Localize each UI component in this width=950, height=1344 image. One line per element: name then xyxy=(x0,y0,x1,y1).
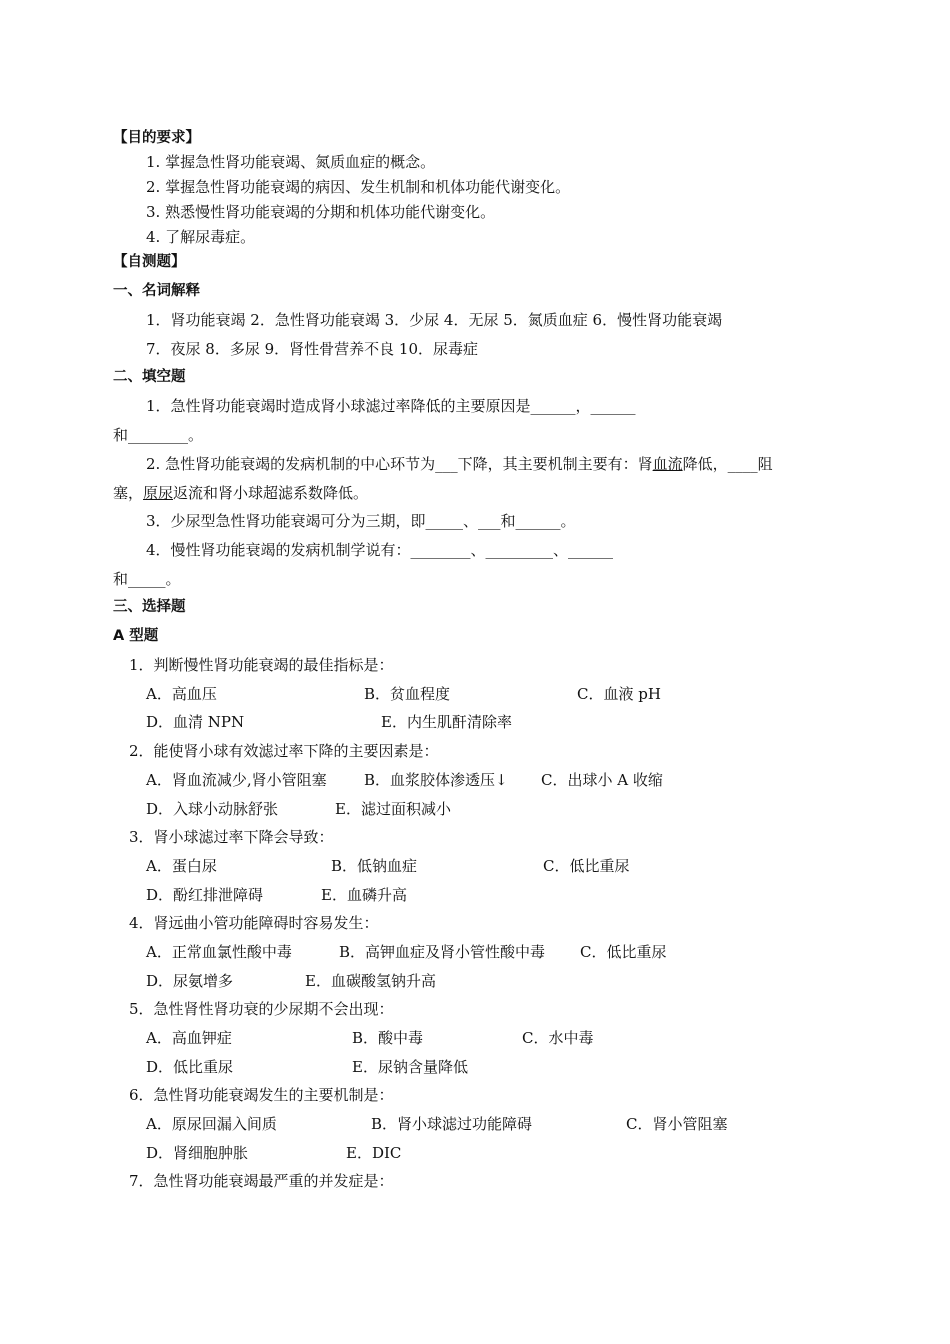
option-b: B．肾小球滤过功能障碍 xyxy=(371,1115,533,1133)
option-c: C．血液 pH xyxy=(577,685,661,703)
option-a: A．肾血流减少,肾小管阻塞 xyxy=(146,771,327,789)
option-c: C．低比重尿 xyxy=(543,857,630,875)
fill-question-cont: 塞，原尿返流和肾小球超滤系数降低。 xyxy=(113,484,369,502)
fill-question: 1．急性肾功能衰竭时造成肾小球滤过率降低的主要原因是______，______ xyxy=(146,397,636,415)
option-b: B．高钾血症及肾小管性酸中毒 xyxy=(339,943,546,961)
option-d: D．血清 NPN xyxy=(146,713,245,731)
question-stem: 4．肾远曲小管功能障碍时容易发生： xyxy=(129,914,379,932)
option-e: E．尿钠含量降低 xyxy=(352,1058,468,1076)
question-stem: 6．急性肾功能衰竭发生的主要机制是： xyxy=(129,1086,394,1104)
option-e: E．血磷升高 xyxy=(321,886,407,904)
option-a: A．原尿回漏入间质 xyxy=(146,1115,277,1133)
option-d: D．尿氨增多 xyxy=(146,972,234,990)
objective-item: 4. 了解尿毒症。 xyxy=(146,228,256,246)
fill-question-cont: 和________。 xyxy=(113,426,204,444)
option-a: A．正常血氯性酸中毒 xyxy=(146,943,292,961)
option-a: A．高血钾症 xyxy=(146,1029,232,1047)
option-a: A．高血压 xyxy=(146,685,217,703)
option-d: D．入球小动脉舒张 xyxy=(146,800,279,818)
option-b: B．血浆胶体渗透压↓ xyxy=(364,771,508,789)
option-c: C．肾小管阻塞 xyxy=(626,1115,728,1133)
option-d: D．低比重尿 xyxy=(146,1058,234,1076)
option-e: E．内生肌酐清除率 xyxy=(381,713,512,731)
fill-question: 4．慢性肾功能衰竭的发病机制学说有：________、_________、______ xyxy=(146,541,614,559)
subheading-a-type: A 型题 xyxy=(113,628,159,644)
option-e: E．滤过面积减小 xyxy=(335,800,451,818)
question-stem: 2．能使肾小球有效滤过率下降的主要因素是： xyxy=(129,742,439,760)
option-c: C．水中毒 xyxy=(522,1029,594,1047)
question-stem: 5．急性肾性肾功衰的少尿期不会出现： xyxy=(129,1000,394,1018)
option-a: A．蛋白尿 xyxy=(146,857,217,875)
objective-item: 3. 熟悉慢性肾功能衰竭的分期和机体功能代谢变化。 xyxy=(146,203,496,221)
option-e: E．血碳酸氢钠升高 xyxy=(305,972,436,990)
question-stem: 7．急性肾功能衰竭最严重的并发症是： xyxy=(129,1172,394,1190)
question-stem: 3．肾小球滤过率下降会导致： xyxy=(129,828,334,846)
section-heading-fill: 二、填空题 xyxy=(113,369,186,385)
option-b: B．低钠血症 xyxy=(331,857,418,875)
fill-question: 2. 急性肾功能衰竭的发病机制的中心环节为___下降，其主要机制主要有：肾血流降低，____阻 xyxy=(146,455,773,473)
objective-item: 2. 掌握急性肾功能衰竭的病因、发生机制和机体功能代谢变化。 xyxy=(146,178,571,196)
option-c: C．低比重尿 xyxy=(580,943,667,961)
terms-line: 7．夜尿 8．多尿 9．肾性骨营养不良 10．尿毒症 xyxy=(146,340,479,358)
fill-question-cont: 和_____。 xyxy=(113,570,181,588)
objectives-heading: 【目的要求】 xyxy=(113,130,200,146)
terms-line: 1．肾功能衰竭 2．急性肾功能衰竭 3．少尿 4．无尿 5．氮质血症 6．慢性肾功能衰竭 xyxy=(146,311,723,329)
section-heading-choice: 三、选择题 xyxy=(113,599,186,615)
option-c: C．出球小 A 收缩 xyxy=(541,771,663,789)
option-b: B．贫血程度 xyxy=(364,685,451,703)
option-b: B．酸中毒 xyxy=(352,1029,424,1047)
section-heading-terms: 一、名词解释 xyxy=(113,283,200,299)
objective-item: 1. 掌握急性肾功能衰竭、氮质血症的概念。 xyxy=(146,153,436,171)
fill-question: 3．少尿型急性肾功能衰竭可分为三期，即_____、___和______。 xyxy=(146,512,576,530)
option-e: E．DIC xyxy=(346,1144,402,1162)
option-d: D．肾细胞肿胀 xyxy=(146,1144,249,1162)
option-d: D．酚红排泄障碍 xyxy=(146,886,264,904)
question-stem: 1．判断慢性肾功能衰竭的最佳指标是： xyxy=(129,656,394,674)
selftest-heading: 【自测题】 xyxy=(113,254,186,270)
